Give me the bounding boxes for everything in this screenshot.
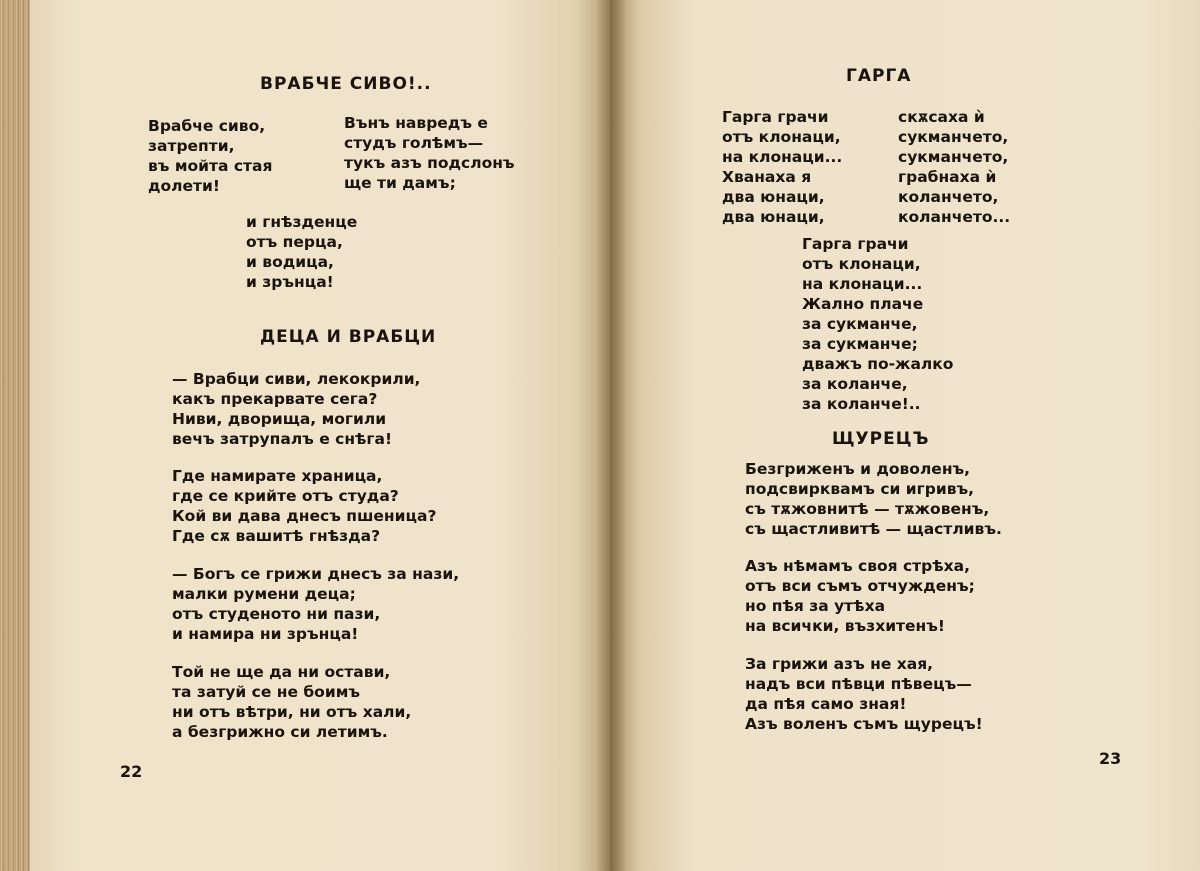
- verse-line: Безгриженъ и доволенъ,: [745, 460, 971, 478]
- stanza-garga-1-left: [722, 107, 842, 227]
- verse-line: съ щастливитѣ — щастливъ.: [745, 520, 1002, 538]
- poem-title-shturec: ЩУРЕЦЪ: [832, 429, 930, 449]
- verse-line: да пѣя само зная!: [745, 695, 907, 713]
- verse-line: — Богъ се грижи днесъ за нази,: [172, 565, 460, 583]
- verse-line: два юнаци,: [722, 208, 825, 226]
- poem-title-vrabche-sivo: ВРАБЧЕ СИВО!..: [260, 74, 432, 94]
- verse-line: Врабче сиво,: [148, 117, 266, 135]
- verse-line: и гнѣзденце: [246, 213, 358, 231]
- page-number-left: 22: [120, 762, 143, 781]
- verse-line: но пѣя за утѣха: [745, 597, 886, 615]
- verse-line: Азъ нѣмамъ своя стрѣха,: [745, 557, 971, 575]
- page-edges: [0, 0, 30, 871]
- verse-line: тукъ азъ подслонъ: [344, 154, 515, 172]
- right-page: [610, 0, 1200, 871]
- stanza-vrabche-1: [148, 116, 272, 196]
- verse-line: та затуй се не боимъ: [172, 683, 361, 701]
- verse-line: Гарга грачи: [802, 235, 909, 253]
- left-page: [30, 0, 610, 871]
- verse-line: Кой ви дава днесъ пшеница?: [172, 507, 437, 525]
- verse-line: коланчето,: [898, 188, 999, 206]
- verse-line: затрепти,: [148, 137, 235, 155]
- verse-line: Ниви, дворища, могили: [172, 410, 387, 428]
- verse-line: на всички, възхитенъ!: [745, 617, 945, 635]
- stanza-shturec-1: [745, 459, 1002, 539]
- stanza-deca-3: [172, 564, 459, 644]
- verse-line: какъ прекарвате сега?: [172, 390, 378, 408]
- poem-title-garga: ГАРГА: [846, 66, 912, 86]
- verse-line: долети!: [148, 177, 220, 195]
- verse-line: въ мойта стая: [148, 157, 273, 175]
- verse-line: и водица,: [246, 253, 334, 271]
- verse-line: где се крийте отъ студа?: [172, 487, 399, 505]
- verse-line: отъ клонаци,: [722, 128, 841, 146]
- stanza-deca-1: [172, 369, 420, 449]
- verse-line: вечъ затрупалъ е снѣга!: [172, 430, 393, 448]
- verse-line: коланчето...: [898, 208, 1011, 226]
- verse-line: отъ перца,: [246, 233, 343, 251]
- stanza-vrabche-2: [344, 113, 515, 193]
- verse-line: на клонаци...: [802, 275, 923, 293]
- verse-line: отъ клонаци,: [802, 255, 921, 273]
- verse-line: за коланче,: [802, 375, 908, 393]
- stanza-garga-1-right: [898, 107, 1010, 227]
- verse-line: Азъ воленъ съмъ щурецъ!: [745, 715, 983, 733]
- verse-line: За грижи азъ не хая,: [745, 655, 934, 673]
- verse-line: за сукманче;: [802, 335, 918, 353]
- verse-line: грабнаха ѝ: [898, 168, 997, 186]
- verse-line: за коланче!..: [802, 395, 921, 413]
- verse-line: ни отъ вѣтри, ни отъ хали,: [172, 703, 412, 721]
- verse-line: Гарга грачи: [722, 108, 829, 126]
- verse-line: съ тѫжовнитѣ — тѫжовенъ,: [745, 500, 990, 518]
- stanza-shturec-2: [745, 556, 975, 636]
- verse-line: малки румени деца;: [172, 585, 356, 603]
- stanza-vrabche-3: [246, 212, 357, 292]
- verse-line: Вънъ навредъ е: [344, 114, 488, 132]
- verse-line: сукманчето,: [898, 148, 1009, 166]
- stanza-deca-2: [172, 466, 436, 546]
- verse-line: скѫсаха ѝ: [898, 108, 985, 126]
- verse-line: сукманчето,: [898, 128, 1009, 146]
- verse-line: а безгрижно си летимъ.: [172, 723, 388, 741]
- verse-line: отъ студеното ни пази,: [172, 605, 381, 623]
- page-number-right: 23: [1099, 749, 1122, 768]
- verse-line: ще ти дамъ;: [344, 174, 456, 192]
- verse-line: дважъ по-жалко: [802, 355, 954, 373]
- stanza-deca-4: [172, 662, 411, 742]
- verse-line: — Врабци сиви, лекокрили,: [172, 370, 421, 388]
- verse-line: Жално плаче: [802, 295, 924, 313]
- verse-line: Где сѫ вашитѣ гнѣзда?: [172, 527, 381, 545]
- stanza-shturec-3: [745, 654, 983, 734]
- poem-title-deca-i-vrabci: ДЕЦА И ВРАБЦИ: [260, 327, 437, 347]
- stanza-garga-2: [802, 234, 953, 414]
- verse-line: надъ вси пѣвци пѣвецъ—: [745, 675, 972, 693]
- verse-line: и зрънца!: [246, 273, 334, 291]
- verse-line: за сукманче,: [802, 315, 918, 333]
- verse-line: подсвирквамъ си игривъ,: [745, 480, 975, 498]
- verse-line: два юнаци,: [722, 188, 825, 206]
- verse-line: отъ вси съмъ отчужденъ;: [745, 577, 975, 595]
- verse-line: Той не ще да ни остави,: [172, 663, 391, 681]
- verse-line: Хванаха я: [722, 168, 812, 186]
- verse-line: Где намирате храница,: [172, 467, 383, 485]
- verse-line: на клонаци...: [722, 148, 843, 166]
- verse-line: студъ голѣмъ—: [344, 134, 484, 152]
- verse-line: и намира ни зрънца!: [172, 625, 359, 643]
